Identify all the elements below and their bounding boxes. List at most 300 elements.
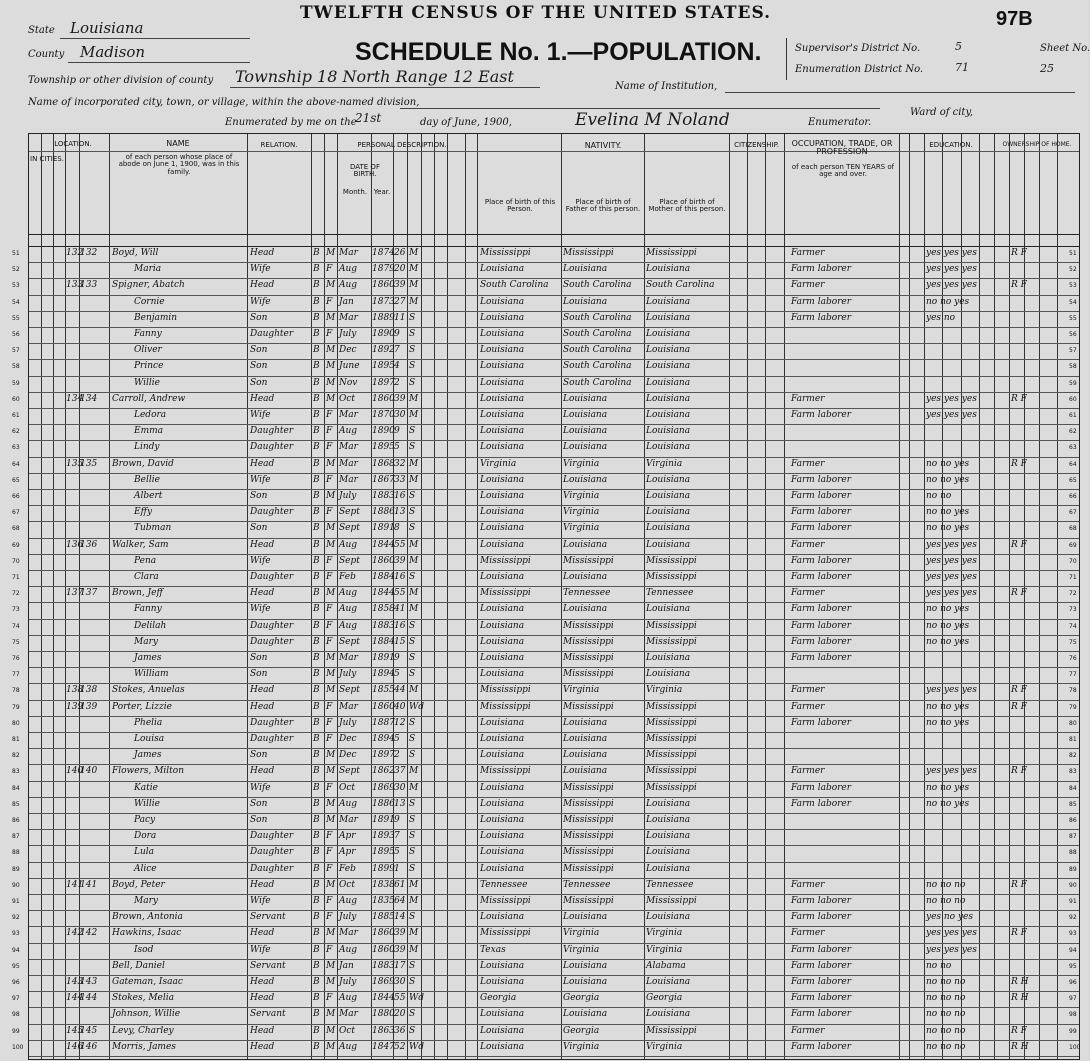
cell-mother: Louisiana [646,296,691,307]
cell-father: Louisiana [563,750,608,761]
table-row [29,733,1079,749]
cell-month: July [339,912,357,923]
cell-name: Boyd, Will [112,248,159,258]
cell-month: Aug [339,588,358,599]
cell-year: 1847 [372,1041,395,1052]
cell-marital: S [409,977,416,987]
table-row [29,344,1079,360]
cell-edu: no no yes [926,636,970,647]
cell-pob: Louisiana [480,636,525,647]
cell-relation: Wife [250,604,271,615]
sheet-value: 25 [1040,62,1054,75]
cell-pob: Louisiana [480,572,525,582]
cell-edu: yes yes yes [926,393,977,404]
cell-mother: Louisiana [646,1009,691,1020]
cell-family: 144 [80,993,98,1004]
cell-name: Morris, James [112,1041,176,1052]
cell-year: 1893 [372,831,395,842]
cell-mother: Louisiana [646,410,691,420]
cell-sex: M [326,393,336,404]
cell-relation: Head [250,766,275,777]
line-number-left: 83 [12,768,20,776]
line-number-left: 79 [12,703,20,711]
cell-pob: Mississippi [480,701,531,712]
line-number-right: 86 [1069,817,1077,824]
cell-age: 30 [394,782,406,793]
cell-year: 1860 [372,928,395,939]
cell-year: 1860 [372,280,395,291]
cell-occupation: Farmer [791,766,825,777]
line-number-left: 90 [12,881,20,889]
table-row [29,263,1079,279]
enumeration-value: 71 [955,61,969,74]
line-number-right: 53 [1069,282,1077,290]
cell-own: R F [1011,588,1027,599]
cell-father: Mississippi [563,815,614,825]
cell-marital: M [409,685,419,696]
line-number-right: 84 [1069,784,1077,792]
cell-year: 1894 [372,669,395,680]
line-number-left: 69 [12,541,20,549]
cell-pob: Texas [480,944,506,955]
cell-age: 41 [394,604,406,615]
cell-dwelling: 137 [66,588,84,599]
cell-month: Sept [339,685,360,696]
cell-pob: Louisiana [480,912,525,923]
cell-own: R H [1011,993,1029,1004]
line-number-left: 74 [12,622,20,630]
cell-sex: M [326,588,336,599]
cell-relation: Wife [250,896,271,906]
cell-pob: Louisiana [480,653,525,663]
cell-marital: M [409,928,419,939]
line-number-right: 76 [1069,655,1077,662]
cell-marital: M [409,604,419,615]
cell-occupation: Farm laborer [791,1009,852,1020]
cell-pob: Mississippi [480,248,531,258]
cell-occupation: Farm laborer [791,296,852,307]
cell-father: Louisiana [563,766,608,777]
line-number-left: 73 [12,606,20,614]
cell-edu: no no yes [926,507,970,518]
table-row [29,620,1079,636]
line-number-right: 70 [1069,557,1077,565]
header-nativity: NATIVITY. [584,141,622,150]
cell-sex: M [326,523,336,534]
supervisor-label: Supervisor's District No. [795,43,921,54]
line-number-left: 78 [12,687,20,695]
cell-name: Stokes, Melia [112,993,174,1004]
cell-sex: F [326,572,333,582]
cell-mother: Louisiana [646,345,691,356]
cell-mother: Virginia [646,1041,683,1052]
cell-mother: Alabama [646,960,686,971]
cell-pob: Louisiana [480,734,525,744]
cell-occupation: Farm laborer [791,491,852,501]
cell-age: 5 [394,847,400,858]
cell-edu: no no yes [926,296,970,307]
cell-relation: Son [250,312,268,323]
cell-color: B [313,977,320,987]
cell-pob: Louisiana [480,329,525,339]
cell-year: 1884 [372,636,395,647]
cell-dwelling: 143 [66,977,84,987]
cell-occupation: Farmer [791,248,825,258]
cell-father: South Carolina [563,345,632,356]
line-number-right: 94 [1069,946,1077,954]
cell-color: B [313,766,320,777]
line-number-left: 71 [12,574,20,581]
cell-color: B [313,960,320,971]
cell-family: 139 [80,701,98,712]
cell-color: B [313,831,320,842]
cell-mother: Louisiana [646,393,691,404]
cell-occupation: Farmer [791,539,825,550]
cell-age: 2 [394,377,400,388]
cell-month: Dec [339,750,357,761]
header-citizenship: CITIZENSHIP. [734,141,779,149]
cell-relation: Daughter [250,426,294,437]
line-number-right: 56 [1069,331,1077,338]
line-number-right: 59 [1069,379,1077,387]
cell-age: 52 [394,1041,406,1052]
cell-father: Georgia [563,1025,600,1036]
cell-year: 1892 [372,345,395,356]
cell-color: B [313,248,320,258]
table-row [29,393,1079,409]
cell-father: Louisiana [563,977,608,987]
line-number-left: 96 [12,979,20,986]
cell-age: 5 [394,669,400,680]
cell-mother: Louisiana [646,977,691,987]
cell-relation: Head [250,588,275,599]
cell-sex: M [326,928,336,939]
table-row [29,458,1079,474]
cell-year: 1873 [372,296,395,307]
cell-pob: Mississippi [480,685,531,696]
header-personal: PERSONAL DESCRIPTION. [357,141,447,149]
cell-sex: F [326,636,333,647]
cell-mother: Mississippi [646,1025,697,1036]
cell-marital: S [409,960,416,971]
cell-relation: Daughter [250,620,294,631]
cell-occupation: Farm laborer [791,507,852,518]
cell-month: June [339,361,360,372]
cell-father: Mississippi [563,555,614,566]
cell-year: 1858 [372,604,395,615]
cell-father: Louisiana [563,296,608,307]
cell-color: B [313,636,320,647]
cell-month: Aug [339,944,358,955]
cell-name: Dora [134,831,157,842]
cell-age: 5 [394,734,400,744]
cell-age: 39 [394,393,406,404]
cell-name: Porter, Lizzie [112,701,172,712]
cell-pob: Louisiana [480,312,525,323]
table-row [29,830,1079,846]
table-row [29,944,1079,960]
cell-pob: Louisiana [480,831,525,842]
cell-occupation: Farmer [791,701,825,712]
township-value: Township 18 North Range 12 East [235,67,514,86]
cell-pob: Louisiana [480,750,525,761]
cell-year: 1844 [372,588,395,599]
cell-marital: S [409,377,416,388]
cell-name: Levy, Charley [112,1025,174,1036]
cell-name: Delilah [134,620,167,631]
cell-relation: Head [250,993,275,1004]
line-number-left: 52 [12,266,20,274]
cell-own: R F [1011,879,1027,890]
cell-pob: Louisiana [480,1025,525,1036]
line-number-left: 58 [12,363,20,371]
cell-month: Oct [339,393,356,404]
table-row [29,895,1079,911]
cell-father: South Carolina [563,377,632,388]
line-number-right: 95 [1069,962,1077,970]
cell-age: 9 [394,329,400,339]
cell-father: Louisiana [563,734,608,744]
cell-sex: M [326,750,336,761]
table-row [29,798,1079,814]
cell-color: B [313,296,320,307]
cell-month: July [339,717,357,728]
cell-edu: yes yes yes [926,766,977,777]
cell-age: 36 [394,1025,406,1036]
cell-occupation: Farm laborer [791,993,852,1004]
line-number-left: 65 [12,476,20,484]
line-number-right: 67 [1069,509,1077,517]
cell-color: B [313,442,320,453]
cell-year: 1885 [372,912,395,923]
cell-marital: M [409,944,419,955]
cell-month: Sept [339,636,360,647]
cell-color: B [313,604,320,615]
cell-father: Virginia [563,491,600,501]
cell-relation: Daughter [250,734,294,744]
line-number-left: 86 [12,817,20,824]
cell-marital: M [409,896,419,906]
cell-pob: Louisiana [480,523,525,534]
cell-dwelling: 139 [66,701,84,712]
cell-relation: Head [250,458,275,469]
line-number-right: 60 [1069,395,1077,403]
cell-age: 16 [394,572,406,582]
table-row [29,1008,1079,1024]
cell-relation: Wife [250,296,271,307]
header-name-desc: of each person whose place of abode on June 1, 1900, was in this family. [118,153,240,176]
cell-year: 1883 [372,960,395,971]
cell-color: B [313,345,320,356]
cell-month: Apr [339,831,356,842]
cell-pob: Louisiana [480,491,525,501]
cell-family: 141 [80,879,98,890]
table-row [29,571,1079,587]
cell-father: South Carolina [563,329,632,339]
cell-month: Aug [339,604,358,615]
cell-color: B [313,393,320,404]
cell-pob: Louisiana [480,410,525,420]
cell-sex: F [326,782,333,793]
cell-occupation: Farmer [791,458,825,469]
cell-dwelling: 142 [66,928,84,939]
cell-year: 1867 [372,474,395,485]
cell-month: Sept [339,766,360,777]
cell-month: Mar [339,1009,358,1020]
header-pob-person: Place of birth of this Person. [484,198,556,214]
cell-sex: M [326,766,336,777]
line-number-right: 62 [1069,428,1077,436]
table-row [29,474,1079,490]
cell-year: 1897 [372,377,395,388]
cell-relation: Head [250,1025,275,1036]
table-row [29,960,1079,976]
line-number-right: 64 [1069,460,1077,468]
line-number-right: 73 [1069,606,1077,614]
cell-color: B [313,669,320,680]
cell-father: Virginia [563,944,600,955]
cell-age: 14 [394,912,406,923]
cell-dwelling: 132 [66,248,84,258]
header-rule [29,151,1079,152]
cell-own: R F [1011,1025,1027,1036]
cell-pob: Mississippi [480,588,531,599]
cell-relation: Daughter [250,329,294,339]
cell-name: Johnson, Willie [112,1009,181,1020]
cell-relation: Son [250,345,268,356]
table-row [29,814,1079,830]
cell-sex: M [326,653,336,663]
cell-sex: M [326,345,336,356]
county-underline [68,62,250,63]
cell-month: Jan [339,296,354,307]
cell-name: Mary [134,636,158,647]
cell-relation: Servant [250,1009,286,1020]
cell-relation: Head [250,879,275,890]
cell-relation: Head [250,928,275,939]
cell-family: 145 [80,1025,98,1036]
cell-father: Mississippi [563,620,614,631]
header-pob-mother: Place of birth of Mother of this person. [648,198,726,214]
cell-occupation: Farmer [791,280,825,291]
table-row [29,652,1079,668]
line-number-right: 51 [1069,250,1077,257]
state-underline [60,38,250,39]
cell-edu: no no [926,491,952,501]
cell-mother: Mississippi [646,555,697,566]
line-number-right: 81 [1069,736,1077,743]
cell-year: 1844 [372,539,395,550]
line-number-left: 54 [12,298,20,306]
line-number-left: 91 [12,898,20,905]
cell-age: 8 [394,523,400,534]
cell-sex: F [326,717,333,728]
cell-month: Aug [339,539,358,550]
cell-year: 1899 [372,863,395,874]
cell-mother: Louisiana [646,847,691,858]
cell-year: 1895 [372,847,395,858]
cell-mother: Louisiana [646,426,691,437]
cell-dwelling: 145 [66,1025,84,1036]
cell-month: Feb [339,572,356,582]
cell-sex: M [326,458,336,469]
cell-color: B [313,458,320,469]
cell-age: 30 [394,410,406,420]
cell-name: Boyd, Peter [112,879,165,890]
cell-name: Lula [134,847,155,858]
cell-name: Flowers, Milton [112,766,185,777]
cell-father: Mississippi [563,248,614,258]
cell-mother: Louisiana [646,863,691,874]
enumerated-day: 21st [355,111,382,125]
table-row [29,1041,1079,1057]
cell-age: 9 [394,653,400,663]
cell-sex: M [326,798,336,809]
line-number-right: 69 [1069,541,1077,549]
cell-relation: Son [250,523,268,534]
cell-occupation: Farm laborer [791,636,852,647]
cell-marital: M [409,264,419,275]
line-number-left: 77 [12,671,20,679]
cell-month: Aug [339,280,358,291]
cell-relation: Daughter [250,572,294,582]
header-occupation-sub: of each person TEN YEARS of age and over. [791,163,895,179]
ward-label: Ward of city, [910,107,973,118]
cell-mother: Louisiana [646,604,691,615]
cell-sex: F [326,701,333,712]
cell-relation: Daughter [250,847,294,858]
table-row [29,992,1079,1008]
cell-mother: Louisiana [646,831,691,842]
cell-edu: no no no [926,1009,966,1020]
cell-name: Spigner, Abatch [112,280,185,291]
cell-mother: Georgia [646,993,683,1004]
cell-occupation: Farm laborer [791,782,852,793]
cell-color: B [313,896,320,906]
header-year: Year. [373,188,391,196]
cell-marital: S [409,717,416,728]
county-label: County [28,49,65,60]
table-row [29,555,1079,571]
line-number-right: 68 [1069,525,1077,533]
cell-mother: Louisiana [646,361,691,372]
cell-marital: S [409,815,416,825]
cell-pob: Louisiana [480,393,525,404]
cell-year: 1835 [372,896,395,906]
table-row [29,749,1079,765]
table-row [29,863,1079,879]
header-in-cities: IN CITIES. [30,155,64,163]
header-pob-father: Place of birth of Father of this person. [565,198,641,214]
line-number-left: 61 [12,412,20,419]
line-number-left: 63 [12,444,20,452]
cell-father: Mississippi [563,669,614,680]
cell-edu: no no no [926,879,966,890]
cell-name: Emma [134,426,164,437]
cell-month: Mar [339,312,358,323]
cell-relation: Head [250,248,275,258]
cell-marital: S [409,312,416,323]
cell-sex: F [326,410,333,420]
cell-year: 1860 [372,555,395,566]
line-number-left: 60 [12,395,20,403]
cell-name: Brown, Jeff [112,588,163,599]
cell-sex: F [326,474,333,485]
line-number-left: 70 [12,557,20,565]
cell-color: B [313,474,320,485]
line-number-right: 87 [1069,833,1077,841]
cell-color: B [313,717,320,728]
